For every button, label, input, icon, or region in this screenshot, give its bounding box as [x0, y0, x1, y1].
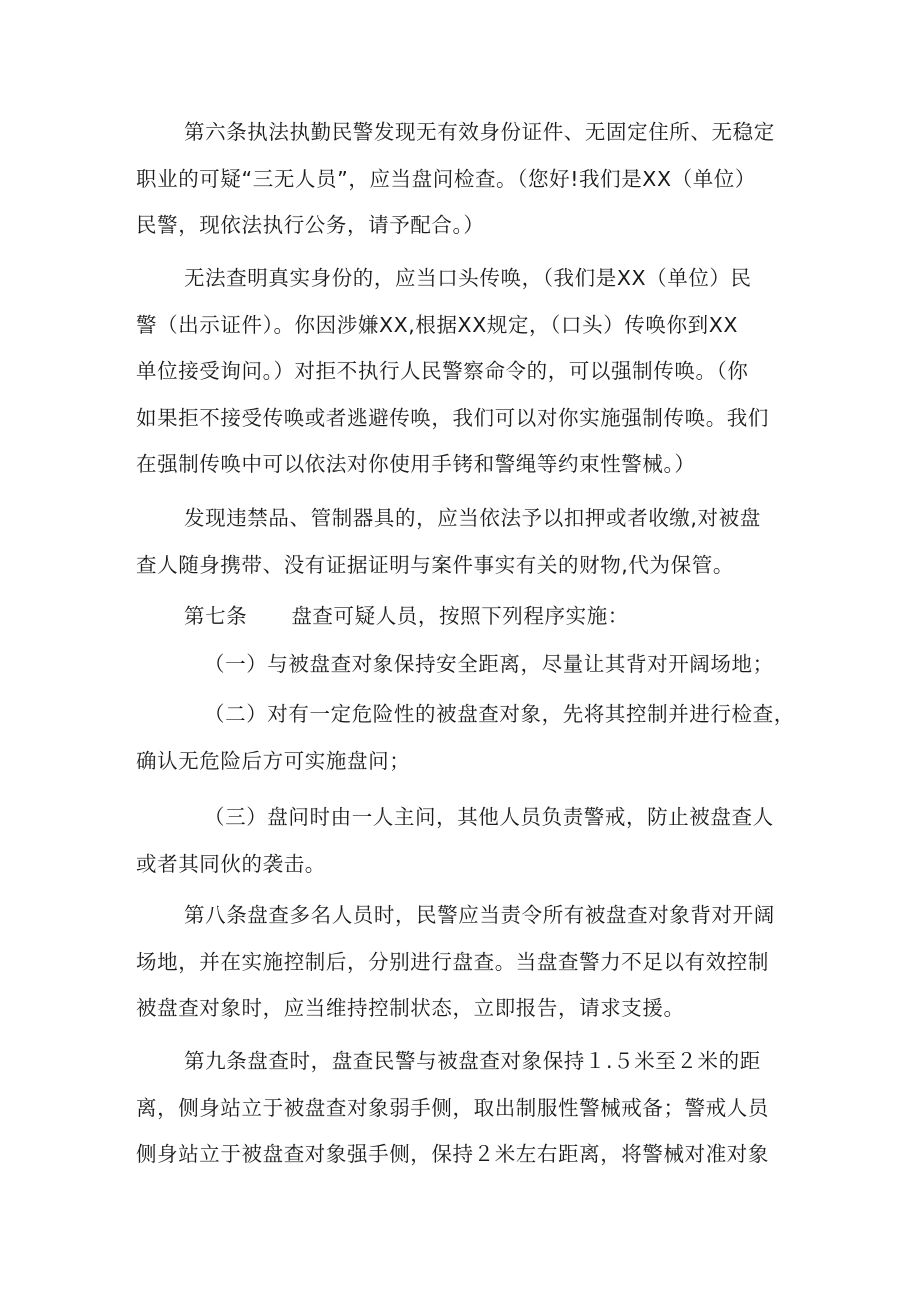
article-text: 盘查可疑人员，按照下列程序实施： [291, 604, 629, 628]
text-line: 在强制传唤中可以依法对你使用手铐和警绳等约束性警械。） [136, 452, 696, 476]
text-line: 警（出示证件）。你因涉嫌XX,根据XX规定，（口头）传唤你到XX [136, 312, 738, 337]
text-line: 场地，并在实施控制后，分别进行盘查。当盘查警力不足以有效控制 [136, 949, 769, 974]
paragraph-contraband [136, 495, 796, 588]
text-line: 查人随身携带、没有证据证明与案件事实有关的财物,代为保管。 [136, 552, 734, 577]
paragraph-article-6 [136, 109, 796, 249]
text-line: （一）与被盘查对象保持安全距离，尽量让其背对开阔场地； [204, 652, 774, 676]
text-line: （三）盘问时由一人主问，其他人员负责警戒，防止被盘查人 [204, 805, 774, 829]
text-line: 单位接受询问。）对拒不执行人民警察命令的，可以强制传唤。（你 [136, 359, 749, 383]
text-line: 如果拒不接受传唤或者逃避传唤，我们可以对你实施强制传唤。我们 [136, 405, 769, 430]
paragraph-item-3 [136, 794, 796, 887]
text-line: （二）对有一定危险性的被盘查对象，先将其控制并进行检查， [204, 702, 795, 726]
text-line: 发现违禁品、管制器具的，应当依法予以扣押或者收缴,对被盘 [184, 506, 761, 530]
paragraph-item-2 [136, 691, 796, 784]
paragraph-article-8 [136, 892, 796, 1032]
article-number: 第七条 [184, 604, 248, 628]
text-line: 离，侧身站立于被盘查对象弱手侧，取出制服性警械戒备；警戒人员 [136, 1095, 769, 1120]
text-line: 民警，现依法执行公务，请予配合。） [136, 213, 485, 237]
text-line: 职业的可疑“三无人员”，应当盘问检查。（您好!我们是XX（单位） [136, 166, 756, 191]
text-line [136, 593, 796, 640]
text-line: 侧身站立于被盘查对象强手侧，保持２米左右距离，将警械对准对象 [136, 1142, 769, 1166]
text-line: 或者其同伙的袭击。 [136, 851, 326, 876]
text-line: 确认无危险后方可实施盘问； [136, 748, 411, 773]
paragraph-item-1 [136, 641, 796, 688]
paragraph-article-7 [136, 593, 796, 640]
text-line: 第九条盘查时，盘查民警与被盘查对象保持１.５米至２米的距 [184, 1049, 761, 1073]
text-line: 第六条执法执勤民警发现无有效身份证件、无固定住所、无稳定 [184, 120, 775, 144]
text-line: 第八条盘查多名人员时，民警应当责令所有被盘查对象背对开阔 [184, 903, 775, 927]
text-line: 被盘查对象时，应当维持控制状态，立即报告，请求支援。 [136, 996, 685, 1020]
text-line: 无法查明真实身份的，应当口头传唤，（我们是XX（单位）民 [184, 266, 752, 290]
paragraph-summons [136, 255, 796, 488]
paragraph-article-9 [136, 1038, 796, 1178]
